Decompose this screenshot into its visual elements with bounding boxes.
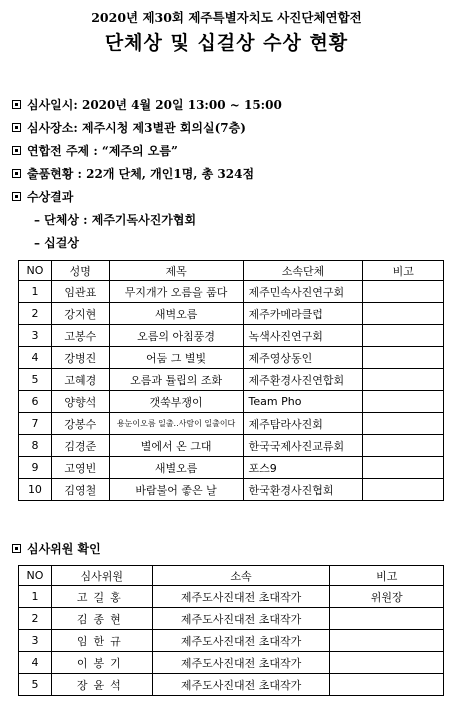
cell-title: 오름과 튤립의 조화 [109, 369, 243, 391]
cell-no: 1 [19, 281, 52, 303]
cell-no: 4 [19, 347, 52, 369]
cell-no: 2 [19, 608, 52, 630]
info-results-text: 수상결과 [27, 190, 74, 204]
cell-no: 4 [19, 652, 52, 674]
cell-name: 김영철 [51, 479, 109, 501]
awards-table [18, 260, 444, 501]
cell-name: 김경준 [51, 435, 109, 457]
cell-no: 3 [19, 325, 52, 347]
info-entries-text: 출품현황 : 22개 단체, 개인1명, 총 324점 [27, 167, 255, 181]
table-row [19, 325, 444, 347]
cell-judge: 이봉기 [51, 652, 152, 674]
cell-note [363, 435, 444, 457]
col-header-note: 비고 [330, 566, 444, 586]
cell-title: 어둠 그 별빛 [109, 347, 243, 369]
cell-title: 무지개가 오름을 품다 [109, 281, 243, 303]
cell-note [330, 630, 444, 652]
col-header-judge: 심사위원 [51, 566, 152, 586]
cell-affiliation: 제주도사진대전 초대작가 [152, 630, 330, 652]
cell-title: 별에서 온 그대 [109, 435, 243, 457]
cell-group: 한국국제사진교류회 [243, 435, 363, 457]
cell-group: 제주영상동인 [243, 347, 363, 369]
cell-note [363, 347, 444, 369]
cell-affiliation: 제주도사진대전 초대작가 [152, 674, 330, 696]
cell-affiliation: 제주도사진대전 초대작가 [152, 608, 330, 630]
square-bullet-icon [12, 123, 21, 132]
table-row [19, 652, 444, 674]
cell-judge: 장윤석 [51, 674, 152, 696]
col-header-title: 제목 [109, 261, 243, 281]
table-row [19, 479, 444, 501]
table-row [19, 457, 444, 479]
cell-note [363, 457, 444, 479]
cell-name: 강병진 [51, 347, 109, 369]
table-row [19, 413, 444, 435]
cell-no: 9 [19, 457, 52, 479]
cell-title: 갯쑥부쟁이 [109, 391, 243, 413]
cell-note [330, 608, 444, 630]
cell-note [363, 479, 444, 501]
cell-name: 고봉수 [51, 325, 109, 347]
document-supertitle: 2020년 제30회 제주특별자치도 사진단체연합전 [91, 10, 362, 25]
cell-note [363, 391, 444, 413]
cell-note [363, 303, 444, 325]
col-header-group: 소속단체 [243, 261, 363, 281]
cell-note [363, 281, 444, 303]
cell-note [363, 413, 444, 435]
table-row [19, 674, 444, 696]
table-row [19, 281, 444, 303]
table-row [19, 303, 444, 325]
cell-judge: 임한규 [51, 630, 152, 652]
cell-group: 제주탐라사진회 [243, 413, 363, 435]
cell-name: 양향석 [51, 391, 109, 413]
info-entries [12, 165, 254, 182]
col-header-note: 비고 [363, 261, 444, 281]
info-date [12, 96, 282, 113]
table-row [19, 347, 444, 369]
cell-note [363, 325, 444, 347]
square-bullet-icon [12, 146, 21, 155]
table-row [19, 630, 444, 652]
table-row [19, 608, 444, 630]
col-header-name: 성명 [51, 261, 109, 281]
table-row [19, 435, 444, 457]
cell-note [363, 369, 444, 391]
table-header-row [19, 261, 444, 281]
cell-judge: 고길홍 [51, 586, 152, 608]
cell-name: 고혜경 [51, 369, 109, 391]
col-header-no: NO [19, 261, 52, 281]
info-place [12, 119, 246, 136]
square-bullet-icon [12, 544, 21, 553]
cell-title: 새벽오름 [109, 303, 243, 325]
table-row [19, 391, 444, 413]
cell-title: 용눈이오름 일출..사람이 일출이다 [109, 413, 243, 435]
cell-group: 한국환경사진협회 [243, 479, 363, 501]
col-header-affiliation: 소속 [152, 566, 330, 586]
cell-title: 바람불어 좋은 날 [109, 479, 243, 501]
cell-no: 3 [19, 630, 52, 652]
cell-note [330, 652, 444, 674]
info-results [12, 188, 73, 205]
cell-group: 제주민속사진연구회 [243, 281, 363, 303]
table-row [19, 586, 444, 608]
cell-group: 제주환경사진연합회 [243, 369, 363, 391]
cell-note [330, 674, 444, 696]
cell-no: 7 [19, 413, 52, 435]
cell-name: 강지현 [51, 303, 109, 325]
cell-group: 포스9 [243, 457, 363, 479]
cell-title: 새별오름 [109, 457, 243, 479]
cell-note: 위원장 [330, 586, 444, 608]
judges-heading [12, 540, 101, 557]
square-bullet-icon [12, 169, 21, 178]
cell-no: 6 [19, 391, 52, 413]
cell-group: Team Pho [243, 391, 363, 413]
ten-award-heading: – 십걸상 [34, 236, 79, 250]
info-theme [12, 142, 178, 159]
judges-table [18, 565, 444, 696]
cell-no: 8 [19, 435, 52, 457]
cell-no: 2 [19, 303, 52, 325]
info-place-text: 심사장소: 제주시청 제3별관 회의실(7층) [27, 121, 246, 135]
info-theme-text: 연합전 주제 : “제주의 오름” [27, 144, 178, 158]
cell-group: 녹색사진연구회 [243, 325, 363, 347]
cell-group: 제주카메라클럽 [243, 303, 363, 325]
table-row [19, 369, 444, 391]
cell-judge: 김종현 [51, 608, 152, 630]
cell-name: 임관표 [51, 281, 109, 303]
cell-no: 10 [19, 479, 52, 501]
cell-title: 오름의 아침풍경 [109, 325, 243, 347]
table-header-row [19, 566, 444, 586]
judges-heading-text: 심사위원 확인 [27, 542, 101, 556]
cell-name: 강봉수 [51, 413, 109, 435]
cell-no: 5 [19, 369, 52, 391]
cell-affiliation: 제주도사진대전 초대작가 [152, 586, 330, 608]
square-bullet-icon [12, 100, 21, 109]
info-date-text: 심사일시: 2020년 4월 20일 13:00 ~ 15:00 [27, 98, 282, 112]
group-award: – 단체상 : 제주기독사진가협회 [34, 213, 197, 227]
square-bullet-icon [12, 192, 21, 201]
cell-affiliation: 제주도사진대전 초대작가 [152, 652, 330, 674]
cell-no: 5 [19, 674, 52, 696]
col-header-no: NO [19, 566, 52, 586]
document-title: 단체상 및 십걸상 수상 현황 [104, 32, 349, 54]
cell-name: 고영빈 [51, 457, 109, 479]
cell-no: 1 [19, 586, 52, 608]
